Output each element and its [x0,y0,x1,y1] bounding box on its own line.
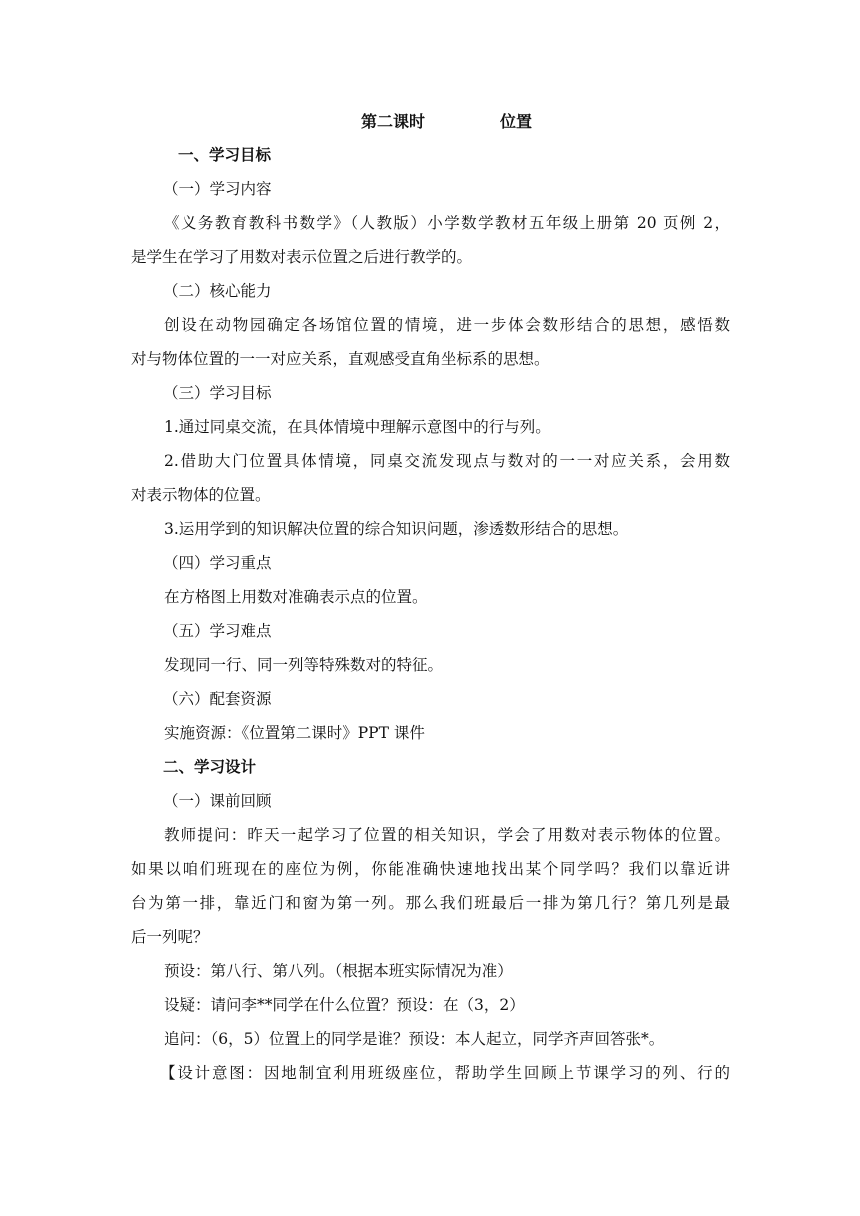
section2-sub1-heading: （一）课前回顾 [163,792,272,810]
review-paragraph-line3: 台为第一排，靠近门和窗为第一列。那么我们班最后一排为第几行？第几列是最 [131,894,730,912]
preset-line: 预设：第八行、第八列。（根据本班实际情况为准） [164,962,513,980]
sub6-heading: （六）配套资源 [163,690,272,708]
question-line: 设疑：请问李**同学在什么位置？预设：在（3，2） [164,996,525,1014]
lesson-title-part2: 位置 [500,112,533,131]
section1-heading: 一、学习目标 [178,146,272,164]
sub5-text: 发现同一行、同一列等特殊数对的特征。 [164,656,444,674]
followup-line: 追问：（6，5）位置上的同学是谁？预设：本人起立，同学齐声回答张*。 [164,1030,665,1048]
sub5-heading: （五）学习难点 [163,622,272,640]
design-intent-line: 【设计意图：因地制宜利用班级座位，帮助学生回顾上节课学习的列、行的 [160,1064,730,1082]
sub1-paragraph-line2: 是学生在学习了用数对表示位置之后进行教学的。 [131,248,473,266]
sub6-text: 实施资源：《位置第二课时》PPT 课件 [164,724,425,742]
review-paragraph-line2: 如果以咱们班现在的座位为例，你能准确快速地找出某个同学吗？我们以靠近讲 [131,860,730,878]
section2-heading: 二、学习设计 [163,758,257,776]
sub2-paragraph-line1: 创设在动物园确定各场馆位置的情境，进一步体会数形结合的思想，感悟数 [164,316,730,334]
sub1-paragraph-line1: 《义务教育教科书数学》（人教版）小学数学教材五年级上册第 20 页例 2， [164,214,730,232]
goal-2-line1: 2.借助大门位置具体情境，同桌交流发现点与数对的一一对应关系，会用数 [164,452,730,470]
goal-3: 3.运用学到的知识解决位置的综合知识问题，渗透数形结合的思想。 [164,520,629,538]
lesson-title-part1: 第二课时 [361,112,426,131]
sub2-heading: （二）核心能力 [163,282,272,300]
sub4-heading: （四）学习重点 [163,554,272,572]
goal-2-line2: 对表示物体的位置。 [131,486,271,504]
review-paragraph-line1: 教师提问：昨天一起学习了位置的相关知识，学会了用数对表示物体的位置。 [164,826,730,844]
goal-1: 1.通过同桌交流，在具体情境中理解示意图中的行与列。 [164,418,551,436]
sub3-heading: （三）学习目标 [163,384,272,402]
review-paragraph-line4: 后一列呢？ [131,928,209,946]
sub1-heading: （一）学习内容 [163,180,272,198]
sub2-paragraph-line2: 对与物体位置的一一对应关系，直观感受直角坐标系的思想。 [131,350,550,368]
sub4-text: 在方格图上用数对准确表示点的位置。 [164,588,428,606]
